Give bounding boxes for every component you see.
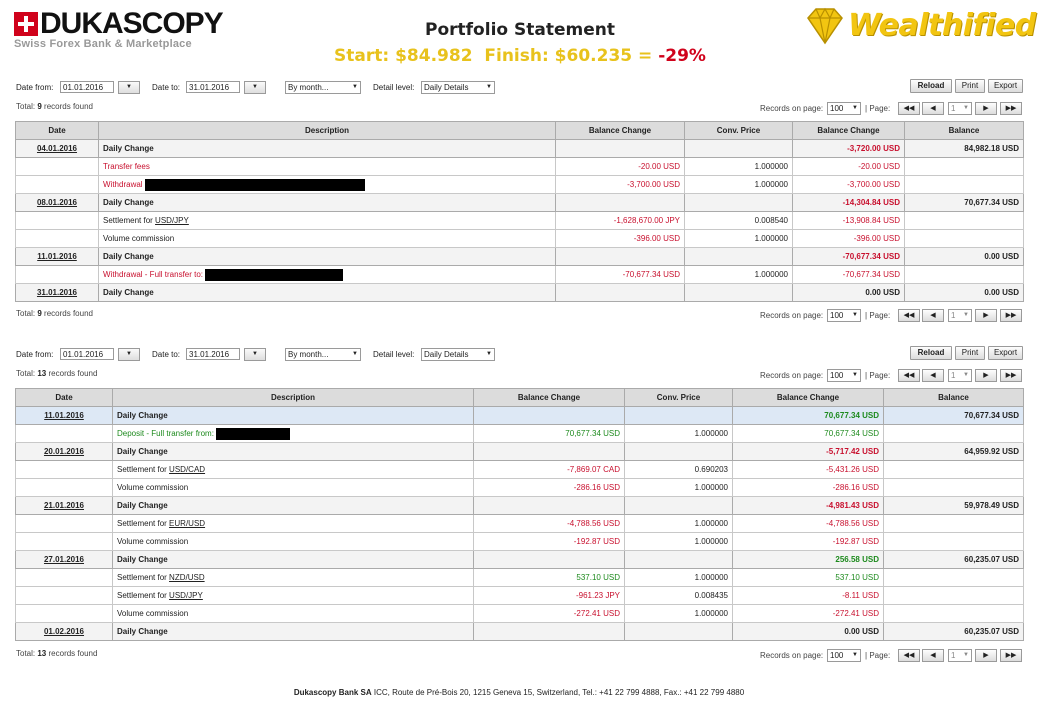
daily-change-row[interactable] <box>16 140 1024 158</box>
next-page-icon: ▶ <box>983 105 989 112</box>
daily-change-row[interactable] <box>16 248 1024 266</box>
row-balance <box>884 605 1024 623</box>
row-balance-change-original: 70,677.34 USD <box>474 425 625 443</box>
row-description: Volume commission <box>113 605 474 623</box>
diamond-icon <box>804 6 846 46</box>
row-balance-change-original: -192.87 USD <box>474 533 625 551</box>
row-balance-change-original <box>474 497 625 515</box>
select-arrow-icon: ▼ <box>852 372 858 378</box>
date-from-calendar-button[interactable] <box>118 81 140 94</box>
export-button[interactable]: Export <box>988 79 1023 93</box>
last-page-icon: ▶▶ <box>1005 372 1017 379</box>
date-to-input[interactable]: 31.01.2016 <box>186 81 240 93</box>
row-date-link[interactable]: 08.01.2016 <box>16 194 99 212</box>
reload-button[interactable]: Reload <box>910 346 952 360</box>
row-description: Daily Change <box>99 194 556 212</box>
select-arrow-icon: ▼ <box>963 105 969 111</box>
row-conv-price: 1.000000 <box>685 266 793 284</box>
row-balance-change-original <box>556 248 685 266</box>
redacted-block <box>205 269 343 281</box>
row-date <box>16 461 113 479</box>
row-description: Settlement for NZD/USD <box>113 569 474 587</box>
row-balance-change: 0.00 USD <box>733 623 884 641</box>
transaction-row <box>16 266 1024 284</box>
row-description: Settlement for EUR/USD <box>113 515 474 533</box>
date-to-calendar-button[interactable] <box>244 81 266 94</box>
row-balance-change-original: -286.16 USD <box>474 479 625 497</box>
records-per-page-select[interactable]: 100 ▼ <box>827 309 861 322</box>
row-balance-change-original <box>556 194 685 212</box>
records-total: Total: 9 records found <box>16 309 93 318</box>
footer-address: ICC, Route de Pré-Bois 20, 1215 Geneva 15, Switzerland, Tel.: +41 22 799 4888, Fax.: +41 22 799 4880 <box>371 688 745 697</box>
row-date <box>16 605 113 623</box>
last-page-button[interactable] <box>1000 309 1022 322</box>
row-balance-change-original: -3,700.00 USD <box>556 176 685 194</box>
row-balance-change-original <box>556 140 685 158</box>
row-conv-price <box>685 248 793 266</box>
performance-summary <box>300 46 740 66</box>
transaction-row <box>16 479 1024 497</box>
row-balance <box>905 212 1024 230</box>
row-date <box>16 569 113 587</box>
transaction-row <box>16 158 1024 176</box>
page-label: | Page: <box>865 371 891 380</box>
summary-start: Start: $84.982 <box>334 46 473 66</box>
row-description: Daily Change <box>99 140 556 158</box>
row-balance-change: -3,720.00 USD <box>793 140 905 158</box>
transaction-row <box>16 176 1024 194</box>
row-balance: 60,235.07 USD <box>884 551 1024 569</box>
row-conv-price <box>685 194 793 212</box>
column-header: Conv. Price <box>685 122 793 140</box>
currency-pair-link[interactable]: USD/JPY <box>169 591 203 600</box>
row-balance-change: 537.10 USD <box>733 569 884 587</box>
prev-page-button[interactable] <box>922 649 944 662</box>
date-to-label: Date to: <box>152 350 181 359</box>
row-date-link[interactable]: 27.01.2016 <box>16 551 113 569</box>
currency-pair-link[interactable]: USD/JPY <box>155 216 189 225</box>
currency-pair-link[interactable]: NZD/USD <box>169 573 205 582</box>
select-arrow-icon: ▼ <box>963 312 969 318</box>
summary-finish: Finish: $60.235 = <box>484 46 653 66</box>
select-arrow-icon: ▼ <box>963 372 969 378</box>
next-page-icon: ▶ <box>983 372 989 379</box>
row-conv-price: 1.000000 <box>685 176 793 194</box>
date-from-input[interactable]: 01.01.2016 <box>60 348 114 360</box>
row-balance <box>884 461 1024 479</box>
row-balance-change: 70,677.34 USD <box>733 407 884 425</box>
row-balance-change-original: -20.00 USD <box>556 158 685 176</box>
records-per-page-select[interactable]: 100 ▼ <box>827 102 861 115</box>
select-arrow-icon: ▼ <box>352 84 358 90</box>
prev-page-button[interactable] <box>922 309 944 322</box>
row-balance-change: -3,700.00 USD <box>793 176 905 194</box>
row-balance-change: -4,788.56 USD <box>733 515 884 533</box>
select-arrow-icon: ▼ <box>486 351 492 357</box>
print-button[interactable]: Print <box>955 346 985 360</box>
column-header: Balance <box>884 389 1024 407</box>
row-balance <box>884 479 1024 497</box>
row-conv-price: 1.000000 <box>625 533 733 551</box>
row-balance <box>905 230 1024 248</box>
dropdown-arrow-icon: ▼ <box>252 351 258 357</box>
row-conv-price: 1.000000 <box>685 158 793 176</box>
row-description: Withdrawal <box>99 176 556 194</box>
next-page-button[interactable] <box>975 102 997 115</box>
currency-pair-link[interactable]: EUR/USD <box>169 519 206 528</box>
group-by-select[interactable]: By month... ▼ <box>285 348 361 361</box>
row-conv-price: 0.690203 <box>625 461 733 479</box>
row-date <box>16 230 99 248</box>
row-date-link[interactable]: 31.01.2016 <box>16 284 99 302</box>
detail-level-label: Detail level: <box>373 350 415 359</box>
row-date-link[interactable]: 11.01.2016 <box>16 407 113 425</box>
row-balance-change-original: -272.41 USD <box>474 605 625 623</box>
first-page-icon: ◀◀ <box>903 652 915 659</box>
daily-change-row[interactable] <box>16 497 1024 515</box>
row-description: Daily Change <box>99 284 556 302</box>
detail-level-label: Detail level: <box>373 83 415 92</box>
row-conv-price: 1.000000 <box>625 515 733 533</box>
row-balance-change: -8.11 USD <box>733 587 884 605</box>
row-conv-price: 1.000000 <box>625 569 733 587</box>
row-date-link[interactable]: 04.01.2016 <box>16 140 99 158</box>
row-balance-change-original: 537.10 USD <box>474 569 625 587</box>
row-balance-change: 256.58 USD <box>733 551 884 569</box>
date-to-label: Date to: <box>152 83 181 92</box>
row-conv-price: 1.000000 <box>625 605 733 623</box>
row-date-link[interactable]: 20.01.2016 <box>16 443 113 461</box>
footer-bank-name: Dukascopy Bank SA <box>293 688 372 697</box>
column-header: Balance <box>905 122 1024 140</box>
records-per-page-label: Records on page: <box>760 311 824 320</box>
summary-percent: -29% <box>658 46 706 66</box>
transaction-row <box>16 605 1024 623</box>
detail-level-select[interactable]: Daily Details ▼ <box>421 81 495 94</box>
row-balance: 70,677.34 USD <box>884 407 1024 425</box>
row-balance-change: -13,908.84 USD <box>793 212 905 230</box>
row-description: Daily Change <box>113 551 474 569</box>
select-arrow-icon: ▼ <box>352 351 358 357</box>
next-page-icon: ▶ <box>983 652 989 659</box>
first-page-button[interactable] <box>898 649 920 662</box>
row-conv-price <box>685 140 793 158</box>
row-balance-change: 70,677.34 USD <box>733 425 884 443</box>
records-total: Total: 9 records found <box>16 102 93 111</box>
row-description: Settlement for USD/JPY <box>113 587 474 605</box>
row-date <box>16 266 99 284</box>
row-date <box>16 176 99 194</box>
select-arrow-icon: ▼ <box>852 105 858 111</box>
next-page-button[interactable] <box>975 649 997 662</box>
row-balance-change-original <box>474 443 625 461</box>
statement-table <box>15 121 1024 302</box>
row-description: Daily Change <box>113 623 474 641</box>
column-header: Date <box>16 122 99 140</box>
transaction-row <box>16 569 1024 587</box>
daily-change-row[interactable] <box>16 443 1024 461</box>
row-balance-change: -5,431.26 USD <box>733 461 884 479</box>
date-to-calendar-button[interactable] <box>244 348 266 361</box>
daily-change-row[interactable] <box>16 284 1024 302</box>
row-balance-change-original: -4,788.56 USD <box>474 515 625 533</box>
row-date-link[interactable]: 11.01.2016 <box>16 248 99 266</box>
row-conv-price <box>625 443 733 461</box>
row-balance-change-original: -70,677.34 USD <box>556 266 685 284</box>
dropdown-arrow-icon: ▼ <box>126 84 132 90</box>
column-header: Balance Change <box>474 389 625 407</box>
row-conv-price <box>625 407 733 425</box>
next-page-icon: ▶ <box>983 312 989 319</box>
row-conv-price <box>625 497 733 515</box>
date-from-label: Date from: <box>16 350 54 359</box>
row-date-link[interactable]: 21.01.2016 <box>16 497 113 515</box>
transaction-row <box>16 533 1024 551</box>
column-header: Balance Change <box>556 122 685 140</box>
row-date <box>16 158 99 176</box>
column-header: Conv. Price <box>625 389 733 407</box>
print-button[interactable]: Print <box>955 79 985 93</box>
table-header-row <box>16 122 1024 140</box>
row-description: Daily Change <box>113 407 474 425</box>
row-description: Transfer fees <box>99 158 556 176</box>
transaction-row <box>16 212 1024 230</box>
row-conv-price: 1.000000 <box>685 230 793 248</box>
page-select[interactable]: 1 ▼ <box>948 309 972 322</box>
first-page-button[interactable] <box>898 369 920 382</box>
page-select[interactable]: 1 ▼ <box>948 649 972 662</box>
row-conv-price: 1.000000 <box>625 425 733 443</box>
export-button[interactable]: Export <box>988 346 1023 360</box>
row-balance-change-original <box>474 623 625 641</box>
records-total: Total: 13 records found <box>16 649 98 658</box>
prev-page-icon: ◀ <box>930 652 936 659</box>
row-description: Withdrawal - Full transfer to: <box>99 266 556 284</box>
table-header-row <box>16 389 1024 407</box>
records-per-page-label: Records on page: <box>760 651 824 660</box>
row-description: Daily Change <box>113 443 474 461</box>
row-balance-change-original <box>556 284 685 302</box>
row-balance <box>905 266 1024 284</box>
records-per-page-label: Records on page: <box>760 371 824 380</box>
row-balance-change: -192.87 USD <box>733 533 884 551</box>
transaction-row <box>16 425 1024 443</box>
first-page-button[interactable] <box>898 102 920 115</box>
last-page-icon: ▶▶ <box>1005 105 1017 112</box>
daily-change-row[interactable] <box>16 551 1024 569</box>
first-page-button[interactable] <box>898 309 920 322</box>
row-conv-price: 1.000000 <box>625 479 733 497</box>
next-page-button[interactable] <box>975 309 997 322</box>
row-balance-change: 0.00 USD <box>793 284 905 302</box>
select-arrow-icon: ▼ <box>486 84 492 90</box>
row-balance-change: -14,304.84 USD <box>793 194 905 212</box>
row-description: Deposit - Full transfer from: <box>113 425 474 443</box>
row-description: Daily Change <box>113 497 474 515</box>
row-balance: 0.00 USD <box>905 284 1024 302</box>
row-balance-change: -70,677.34 USD <box>793 248 905 266</box>
row-date <box>16 479 113 497</box>
row-balance-change-original: -396.00 USD <box>556 230 685 248</box>
first-page-icon: ◀◀ <box>903 312 915 319</box>
row-balance-change-original: -961.23 JPY <box>474 587 625 605</box>
date-from-calendar-button[interactable] <box>118 348 140 361</box>
row-date <box>16 587 113 605</box>
reload-button[interactable]: Reload <box>910 79 952 93</box>
swiss-cross-icon <box>14 12 38 36</box>
page-label: | Page: <box>865 311 891 320</box>
prev-page-icon: ◀ <box>930 312 936 319</box>
select-arrow-icon: ▼ <box>852 652 858 658</box>
prev-page-icon: ◀ <box>930 105 936 112</box>
partner-logo-text: Wealthified <box>848 8 1036 43</box>
select-arrow-icon: ▼ <box>963 652 969 658</box>
row-balance-change-original: -7,869.07 CAD <box>474 461 625 479</box>
page-label: | Page: <box>865 651 891 660</box>
row-balance-change: -272.41 USD <box>733 605 884 623</box>
transaction-row <box>16 515 1024 533</box>
detail-level-select[interactable]: Daily Details ▼ <box>421 348 495 361</box>
row-description: Daily Change <box>99 248 556 266</box>
row-date <box>16 212 99 230</box>
last-page-icon: ▶▶ <box>1005 312 1017 319</box>
daily-change-row[interactable] <box>16 407 1024 425</box>
records-total: Total: 13 records found <box>16 369 98 378</box>
daily-change-row[interactable] <box>16 194 1024 212</box>
row-description: Volume commission <box>113 533 474 551</box>
row-balance: 64,959.92 USD <box>884 443 1024 461</box>
page-select[interactable]: 1 ▼ <box>948 102 972 115</box>
row-date <box>16 425 113 443</box>
first-page-icon: ◀◀ <box>903 372 915 379</box>
records-per-page-select[interactable]: 100 ▼ <box>827 649 861 662</box>
prev-page-icon: ◀ <box>930 372 936 379</box>
date-from-label: Date from: <box>16 83 54 92</box>
row-description: Volume commission <box>113 479 474 497</box>
row-balance: 60,235.07 USD <box>884 623 1024 641</box>
brand-tagline: Swiss Forex Bank & Marketplace <box>14 38 192 50</box>
records-per-page-label: Records on page: <box>760 104 824 113</box>
row-balance <box>884 587 1024 605</box>
brand-name: DUKASCOPY <box>40 7 223 40</box>
row-description: Settlement for USD/JPY <box>99 212 556 230</box>
column-header: Balance Change <box>793 122 905 140</box>
row-balance-change-original <box>474 551 625 569</box>
prev-page-button[interactable] <box>922 102 944 115</box>
row-balance: 59,978.49 USD <box>884 497 1024 515</box>
page-title: Portfolio Statement <box>425 20 615 40</box>
wealthified-logo <box>804 6 1036 46</box>
row-balance-change: -4,981.43 USD <box>733 497 884 515</box>
column-header: Description <box>113 389 474 407</box>
row-balance-change-original: -1,628,670.00 JPY <box>556 212 685 230</box>
row-balance <box>884 515 1024 533</box>
row-balance-change: -396.00 USD <box>793 230 905 248</box>
row-balance: 70,677.34 USD <box>905 194 1024 212</box>
row-balance <box>905 176 1024 194</box>
date-from-input[interactable]: 01.01.2016 <box>60 81 114 93</box>
row-conv-price <box>685 284 793 302</box>
dropdown-arrow-icon: ▼ <box>126 351 132 357</box>
row-balance: 0.00 USD <box>905 248 1024 266</box>
row-description: Volume commission <box>99 230 556 248</box>
dukascopy-logo <box>14 8 224 50</box>
row-balance <box>884 569 1024 587</box>
transaction-row <box>16 230 1024 248</box>
dropdown-arrow-icon: ▼ <box>252 84 258 90</box>
last-page-icon: ▶▶ <box>1005 652 1017 659</box>
row-balance-change-original <box>474 407 625 425</box>
row-date <box>16 533 113 551</box>
row-balance <box>884 533 1024 551</box>
row-balance <box>884 425 1024 443</box>
redacted-block <box>145 179 365 191</box>
row-conv-price <box>625 551 733 569</box>
page-label: | Page: <box>865 104 891 113</box>
column-header: Date <box>16 389 113 407</box>
last-page-button[interactable] <box>1000 102 1022 115</box>
first-page-icon: ◀◀ <box>903 105 915 112</box>
row-description: Settlement for USD/CAD <box>113 461 474 479</box>
prev-page-button[interactable] <box>922 369 944 382</box>
row-balance-change: -20.00 USD <box>793 158 905 176</box>
row-date-link[interactable]: 01.02.2016 <box>16 623 113 641</box>
select-arrow-icon: ▼ <box>852 312 858 318</box>
row-balance: 84,982.18 USD <box>905 140 1024 158</box>
row-date <box>16 515 113 533</box>
last-page-button[interactable] <box>1000 649 1022 662</box>
last-page-button[interactable] <box>1000 369 1022 382</box>
transaction-row <box>16 461 1024 479</box>
row-conv-price <box>625 623 733 641</box>
records-per-page-select[interactable]: 100 ▼ <box>827 369 861 382</box>
row-conv-price: 0.008540 <box>685 212 793 230</box>
group-by-select[interactable]: By month... ▼ <box>285 81 361 94</box>
bank-footer <box>0 688 1038 697</box>
row-balance <box>905 158 1024 176</box>
daily-change-row[interactable] <box>16 623 1024 641</box>
column-header: Description <box>99 122 556 140</box>
column-header: Balance Change <box>733 389 884 407</box>
row-balance-change: -5,717.42 USD <box>733 443 884 461</box>
row-conv-price: 0.008435 <box>625 587 733 605</box>
page-select[interactable]: 1 ▼ <box>948 369 972 382</box>
row-balance-change: -70,677.34 USD <box>793 266 905 284</box>
redacted-block <box>216 428 290 440</box>
row-balance-change: -286.16 USD <box>733 479 884 497</box>
next-page-button[interactable] <box>975 369 997 382</box>
statement-table <box>15 388 1024 641</box>
date-to-input[interactable]: 31.01.2016 <box>186 348 240 360</box>
transaction-row <box>16 587 1024 605</box>
currency-pair-link[interactable]: USD/CAD <box>169 465 206 474</box>
